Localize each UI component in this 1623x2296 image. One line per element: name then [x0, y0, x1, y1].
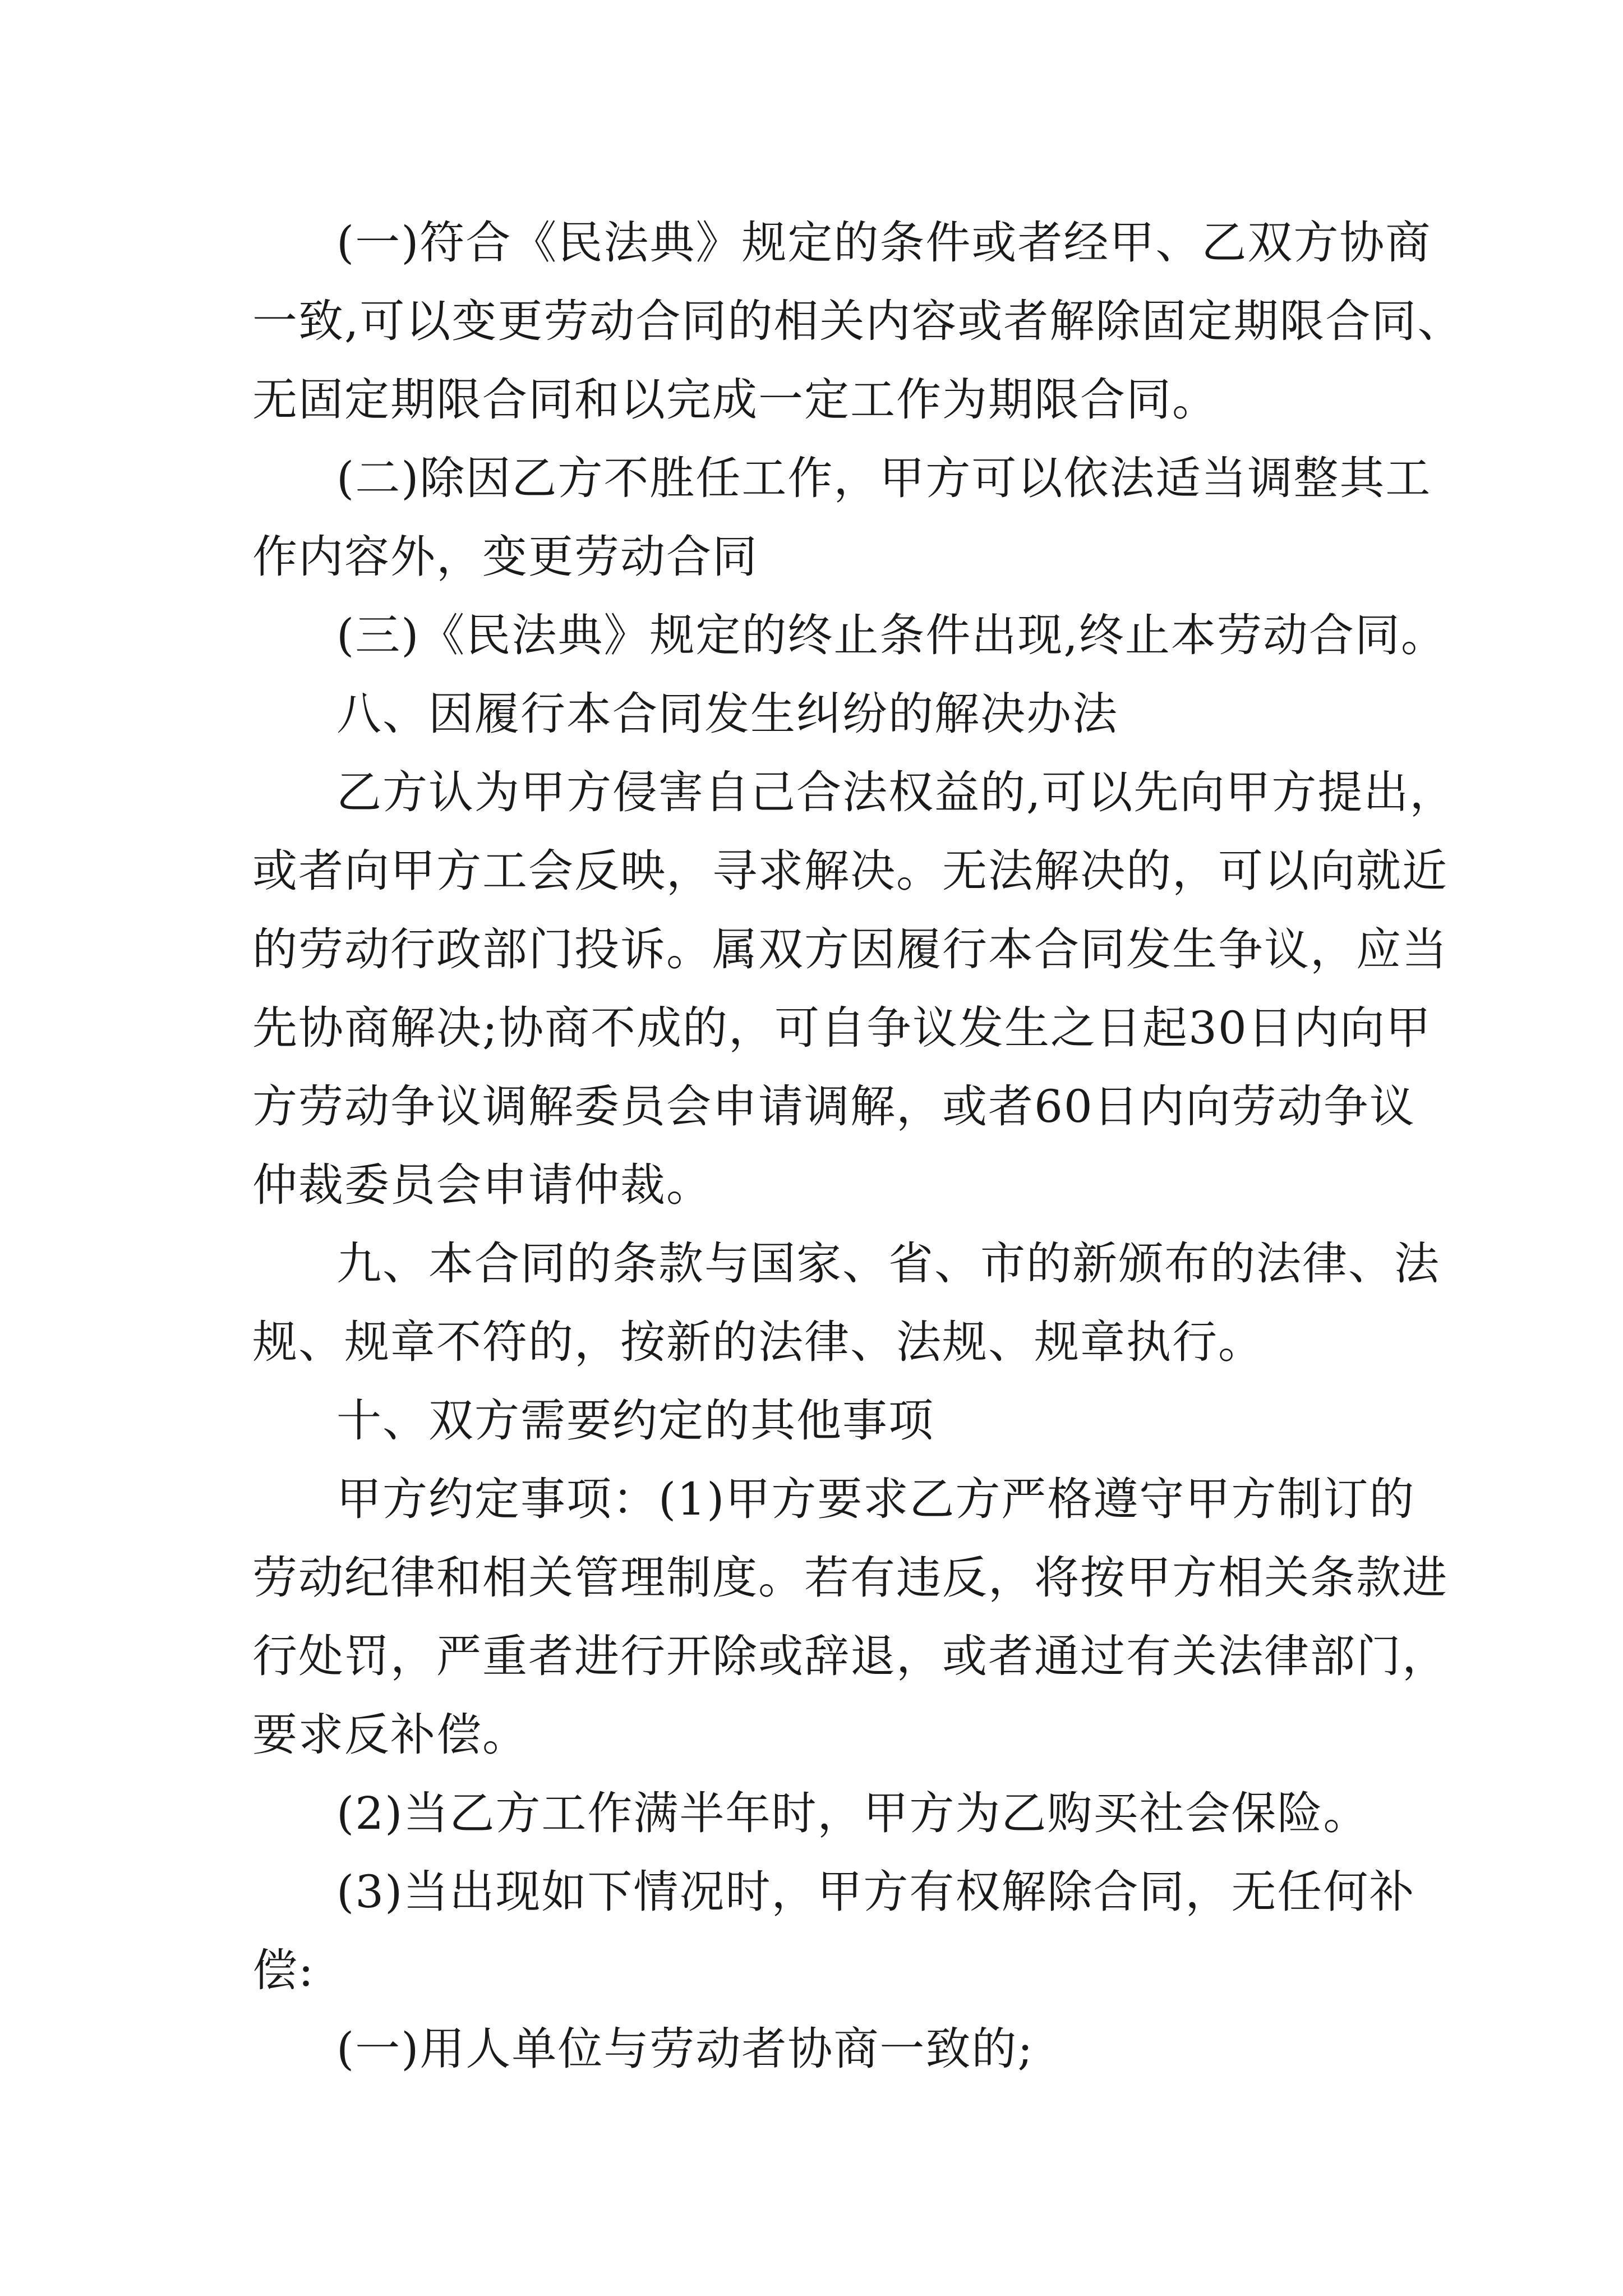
- text-line: 一致,可以变更劳动合同的相关内容或者解除固定期限合同、: [252, 295, 1464, 347]
- text-line: 要求反补偿。: [252, 1709, 528, 1761]
- text-line: 方劳动争议调解委员会申请调解，或者60日内向劳动争议: [252, 1080, 1415, 1133]
- text-line: 甲方约定事项：(1)甲方要求乙方严格遵守甲方制订的: [336, 1473, 1415, 1525]
- text-line: 先协商解决;协商不成的，可自争议发生之日起30日内向甲: [252, 1002, 1432, 1054]
- section-heading: 九、本合同的条款与国家、省、市的新颁布的法律、法: [336, 1237, 1440, 1290]
- section-heading: 八、因履行本合同发生纠纷的解决办法: [336, 688, 1118, 740]
- text-line: 偿:: [252, 1944, 315, 1996]
- text-line: 无固定期限合同和以完成一定工作为期限合同。: [252, 374, 1218, 426]
- text-line: (3)当出现如下情况时，甲方有权解除合同，无任何补: [336, 1866, 1415, 1918]
- text-line: (三)《民法典》规定的终止条件出现,终止本劳动合同。: [336, 609, 1447, 661]
- text-line: 作内容外，变更劳动合同: [252, 531, 758, 583]
- text-line: 仲裁委员会申请仲裁。: [252, 1159, 712, 1211]
- section-heading: 十、双方需要约定的其他事项: [336, 1395, 934, 1447]
- text-line: 或者向甲方工会反映，寻求解决。无法解决的，可以向就近: [252, 845, 1448, 897]
- text-line: 规、规章不符的，按新的法律、法规、规章执行。: [252, 1316, 1264, 1368]
- text-line: 的劳动行政部门投诉。属双方因履行本合同发生争议，应当: [252, 923, 1448, 976]
- text-line: 乙方认为甲方侵害自己合法权益的,可以先向甲方提出，: [336, 766, 1456, 818]
- text-line: 劳动纪律和相关管理制度。若有违反，将按甲方相关条款进: [252, 1552, 1448, 1604]
- text-line: (二)除因乙方不胜任工作，甲方可以依法适当调整其工: [336, 452, 1432, 504]
- text-line: (一)用人单位与劳动者协商一致的;: [336, 2023, 1034, 2075]
- text-line: 行处罚，严重者进行开除或辞退，或者通过有关法律部门，: [252, 1630, 1448, 1682]
- text-line: (2)当乙方工作满半年时，甲方为乙购买社会保险。: [336, 1787, 1370, 1839]
- text-line: (一)符合《民法典》规定的条件或者经甲、乙双方协商: [336, 217, 1432, 269]
